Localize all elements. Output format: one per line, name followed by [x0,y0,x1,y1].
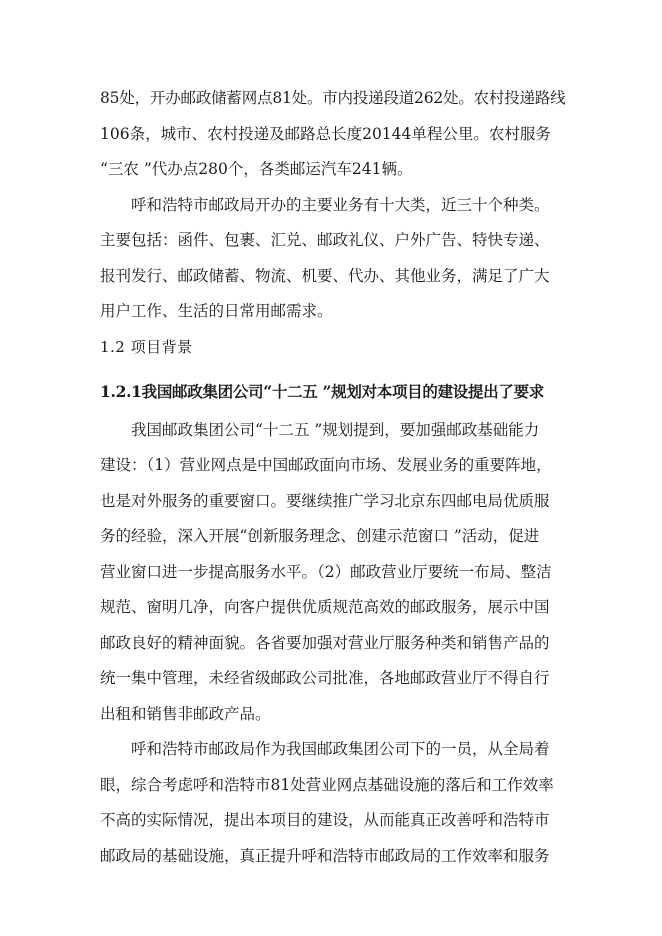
text-line: 出租和销售非邮政产品。 [100,704,271,723]
text-line: 邮政良好的精神面貌。各省要加强对营业厅服务种类和销售产品的 [100,633,550,652]
text-line: 营业窗口进一步提高服务水平。（2）邮政营业厅要统一布局、整洁 [100,562,552,581]
text-line: 用户工作、生活的日常用邮需求。 [100,302,333,320]
paragraph-business-scope [100,191,570,333]
text-line: 建设：（1）营业网点是中国邮政面向市场、发展业务的重要阵地， [100,456,552,474]
paragraph-network-stats [100,84,570,191]
text-line: 主要包括：函件、包裹、汇兑、邮政礼仪、户外广告、特快专递、 [100,231,550,249]
document-body [100,84,570,877]
text-line: 106条，城市、农村投递及邮路总长度20144单程公里。农村服务 [100,124,551,143]
paragraph-five-year-plan [100,416,570,736]
text-line: 报刊发行、邮政储蓄、物流、机要、代办、其他业务，满足了广大 [100,266,550,285]
text-line: 呼和浩特市邮政局开办的主要业务有十大类，近三十个种类。 [131,195,550,214]
text-line: 呼和浩特市邮政局作为我国邮政集团公司下的一员，从全局着 [131,740,550,758]
text-line: 务的经验，深入开展“创新服务理念、创建示范窗口 ”活动，促进 [100,527,540,545]
paragraph-project-rationale [100,735,570,877]
text-line: 不高的实际情况，提出本项目的建设，从而能真正改善呼和浩特市 [100,811,550,829]
text-line: 我国邮政集团公司“十二五 ”规划提到，要加强邮政基础能力 [131,420,540,439]
text-line: 统一集中管理，未经省级邮政公司批准，各地邮政营业厅不得自行 [100,669,550,687]
text-line: 也是对外服务的重要窗口。要继续推广学习北京东四邮电局优质服 [100,491,550,510]
text-line: “三农 ”代办点280个，各类邮运汽车241辆。 [100,160,413,178]
text-line: 眼，综合考虑呼和浩特市81处营业网点基础设施的落后和工作效率 [100,775,554,794]
text-line: 85处，开办邮政储蓄网点81处。市内投递段道262处。农村投递路线 [100,89,566,107]
section-heading: 1.2 项目背景 [100,337,193,356]
text-line: 邮政局的基础设施，真正提升呼和浩特市邮政局的工作效率和服务 [100,846,550,865]
subsection-heading: 1.2.1我国邮政集团公司“十二五 ”规划对本项目的建设提出了要求 [100,381,544,401]
text-line: 规范、窗明几净，向客户提供优质规范高效的邮政服务，展示中国 [100,598,550,616]
